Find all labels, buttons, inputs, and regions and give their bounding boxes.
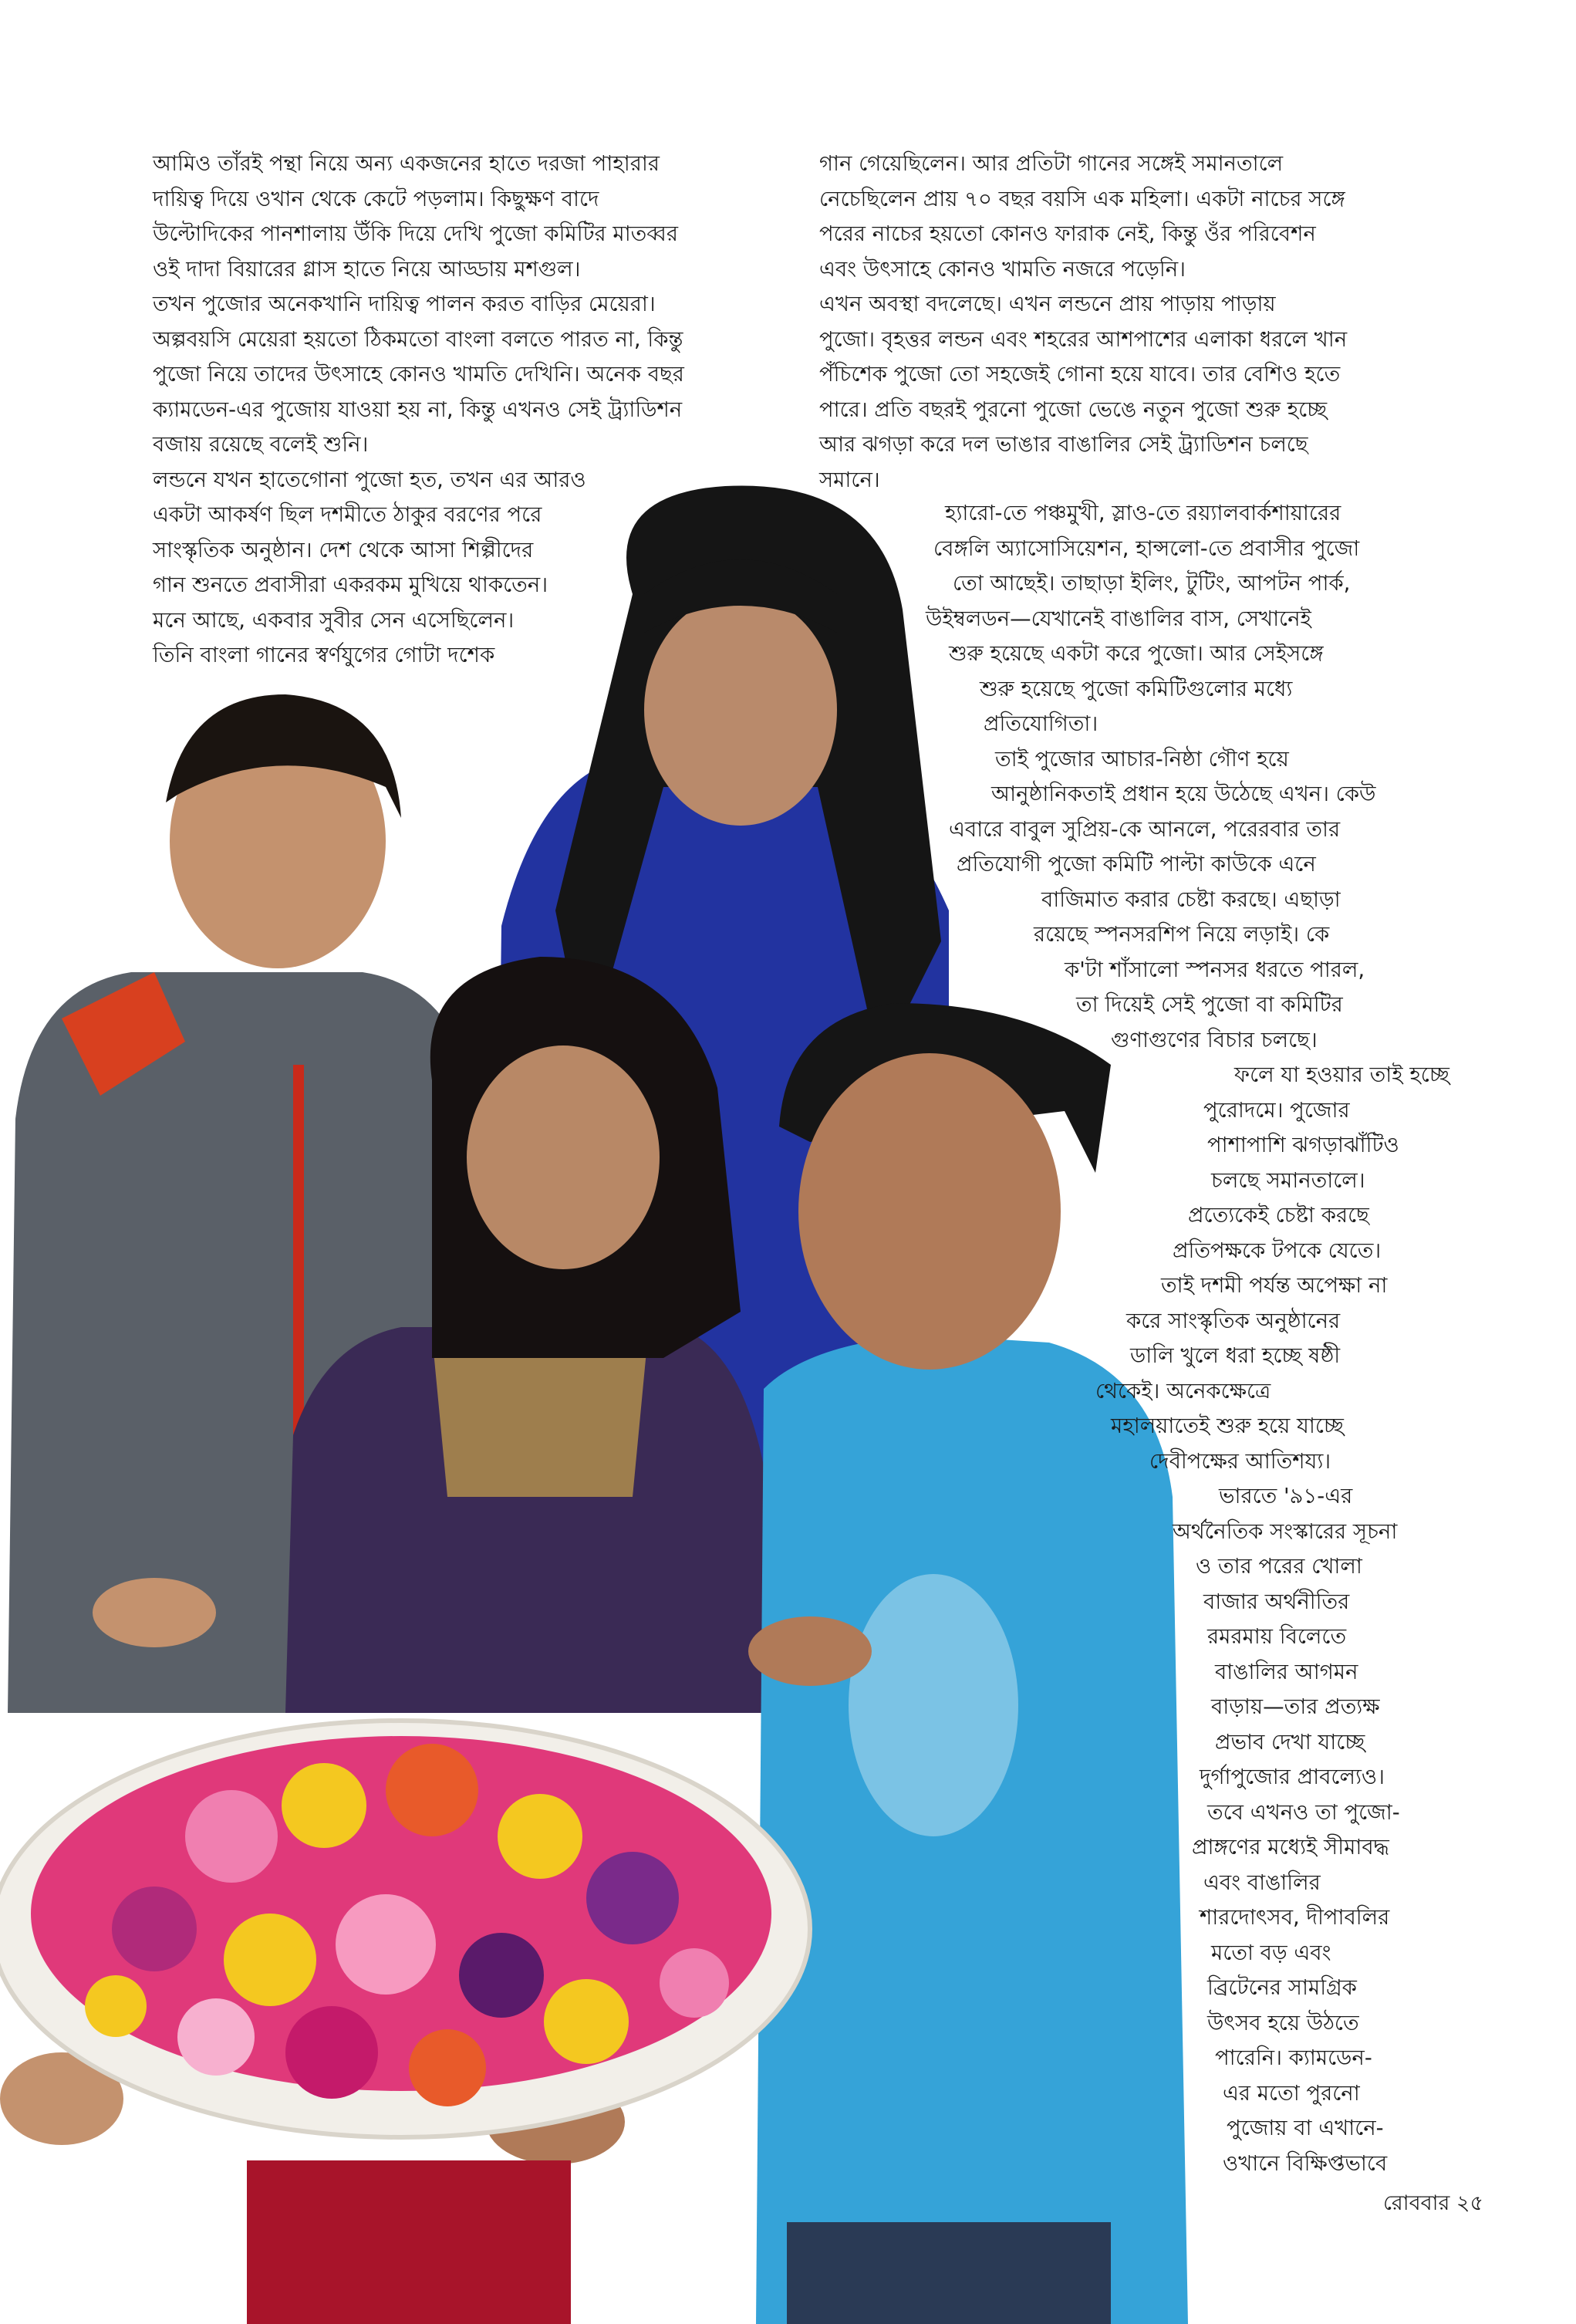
text-line: বাজার অর্থনীতির <box>1203 1589 1350 1614</box>
text-line: ক্যামডেন-এর পুজোয় যাওয়া হয় না, কিন্তু এখনও সেই ট্র্যাডিশন <box>153 397 683 422</box>
text-line: উল্টোদিকের পানশালায় উঁকি দিয়ে দেখি পুজো কমিটির মাতব্বর <box>153 221 679 246</box>
text-line: রমরমায় বিলেতে <box>1207 1624 1347 1649</box>
text-line: সাংস্কৃতিক অনুষ্ঠান। দেশ থেকে আসা শিল্পীদের <box>153 537 534 562</box>
text-line: পাশাপাশি ঝগড়াঝাঁটিও <box>1207 1133 1399 1157</box>
text-line: ডালি খুলে ধরা হচ্ছে ষষ্ঠী <box>1130 1343 1341 1368</box>
text-line: প্রতিযোগী পুজো কমিটি পাল্টা কাউকে এনে <box>957 852 1316 877</box>
text-line: শুরু হয়েছে পুজো কমিটিগুলোর মধ্যে <box>980 676 1293 701</box>
text-line: গান শুনতে প্রবাসীরা একরকম মুখিয়ে থাকতেন। <box>153 573 548 597</box>
text-line: আনুষ্ঠানিকতাই প্রধান হয়ে উঠেছে এখন। কেউ <box>991 782 1376 806</box>
text-line: থেকেই। অনেকক্ষেত্রে <box>1095 1378 1271 1404</box>
page-folio: রোববার ২৫ <box>1382 2191 1483 2215</box>
text-line: পরের নাচের হয়তো কোনও ফারাক নেই, কিন্তু ওঁর পরিবেশন <box>819 221 1316 246</box>
text-line: তিনি বাংলা গানের স্বর্ণযুগের গোটা দশেক <box>153 643 495 667</box>
text-line: পারেনি। ক্যামডেন- <box>1215 2045 1372 2070</box>
text-line: ভারতে '৯১-এর <box>1219 1484 1353 1508</box>
text-line: ওই দাদা বিয়ারের গ্লাস হাতে নিয়ে আড্ডায় মশগুল। <box>153 256 581 282</box>
text-line: বাঙালির আগমন <box>1215 1659 1358 1684</box>
text-line: দুর্গাপুজোর প্রাবল্যেও। <box>1200 1765 1385 1789</box>
text-line: দায়িত্ব দিয়ে ওখান থেকে কেটে পড়লাম। কিছুক্ষণ বাদে <box>153 186 599 211</box>
text-line: বাজিমাত করার চেষ্টা করছে। এছাড়া <box>1041 887 1341 912</box>
right-shaped-text-column <box>0 496 1466 2181</box>
text-line: বাড়ায়—তার প্রত্যক্ষ <box>1211 1694 1380 1719</box>
text-line: মনে আছে, একবার সুবীর সেন এসেছিলেন। <box>153 607 515 633</box>
text-line: আমিও তাঁরই পন্থা নিয়ে অন্য একজনের হাতে দরজা পাহারার <box>153 151 660 176</box>
text-line: করে সাংস্কৃতিক অনুষ্ঠানের <box>1126 1308 1341 1333</box>
text-line: এবারে বাবুল সুপ্রিয়-কে আনলে, পরেরবার তার <box>949 816 1341 842</box>
text-line: হ্যারো-তে পঞ্চমুখী, স্লাও-তে রয়্যালবার্কশায়ারের <box>945 501 1341 525</box>
text-line: সমানে। <box>819 467 880 492</box>
text-line: এর মতো পুরনো <box>1223 2080 1360 2106</box>
text-line: প্রাঙ্গণের মধ্যেই সীমাবদ্ধ <box>1192 1835 1389 1860</box>
text-line: ও তার পরের খোলা <box>1196 1554 1362 1579</box>
text-line: বেঙ্গলি অ্যাসোসিয়েশন, হান্সলো-তে প্রবাসীর পুজো <box>933 535 1360 561</box>
text-line: উইম্বলডন—যেখানেই বাঙালির বাস, সেখানেই <box>926 606 1311 631</box>
text-line: গান গেয়েছিলেন। আর প্রতিটা গানের সঙ্গেই সমানতালে <box>819 151 1284 176</box>
text-line: শুরু হয়েছে একটা করে পুজো। আর সেইসঙ্গে <box>949 641 1324 666</box>
text-line: তাই দশমী পর্যন্ত অপেক্ষা না <box>1161 1273 1388 1298</box>
text-line: নেচেছিলেন প্রায় ৭০ বছর বয়সি এক মহিলা। একটা নাচের সঙ্গে <box>819 186 1345 211</box>
text-line: ফলে যা হওয়ার তাই হচ্ছে <box>1234 1062 1449 1087</box>
text-line: এবং বাঙালির <box>1203 1870 1321 1895</box>
text-line: পারে। প্রতি বছরই পুরনো পুজো ভেঙে নতুন পুজো শুরু হচ্ছে <box>819 397 1328 422</box>
text-line: চলছে সমানতালে। <box>1211 1167 1365 1193</box>
text-line: তাই পুজোর আচার-নিষ্ঠা গৌণ হয়ে <box>995 746 1289 772</box>
text-line: তো আছেই। তাছাড়া ইলিং, টুটিং, আপটন পার্ক, <box>953 571 1351 596</box>
text-line: দেবীপক্ষের আতিশয্য। <box>1149 1448 1331 1474</box>
text-line: অর্থনৈতিক সংস্কারের সূচনা <box>1173 1518 1398 1544</box>
text-line: তখন পুজোর অনেকখানি দায়িত্ব পালন করত বাড়ির মেয়েরা। <box>153 292 656 316</box>
text-line: মহালয়াতেই শুরু হয়ে যাচ্ছে <box>1111 1414 1344 1438</box>
text-line: পুরোদমে। পুজোর <box>1203 1097 1350 1123</box>
text-line: প্রতিযোগিতা। <box>984 711 1098 736</box>
text-line: লন্ডনে যখন হাতেগোনা পুজো হত, তখন এর আরও <box>153 467 586 492</box>
text-line: এবং উৎসাহে কোনও খামতি নজরে পড়েনি। <box>819 256 1186 282</box>
text-line: রয়েছে স্পনসরশিপ নিয়ে লড়াই। কে <box>1034 922 1330 947</box>
text-line: অল্পবয়সি মেয়েরা হয়তো ঠিকমতো বাংলা বলতে পারত না, কিন্তু <box>153 326 683 352</box>
text-line: গুণাগুণের বিচার চলছে। <box>1111 1027 1318 1052</box>
text-line: প্রভাব দেখা যাচ্ছে <box>1215 1729 1365 1755</box>
text-line: ব্রিটেনের সামগ্রিক <box>1207 1975 1357 2000</box>
text-line: পুজো নিয়ে তাদের উৎসাহে কোনও খামতি দেখিনি। অনেক বছর <box>153 362 684 387</box>
text-line: ওখানে বিক্ষিপ্তভাবে <box>1223 2150 1388 2176</box>
text-line: প্রতিপক্ষকে টপকে যেতে। <box>1173 1238 1382 1263</box>
text-line: ক'টা শাঁসালো স্পনসর ধরতে পারল, <box>1065 957 1365 982</box>
text-line: পুজোয় বা এখানে- <box>1227 2116 1384 2140</box>
right-text-column <box>819 147 1347 498</box>
text-line: আর ঝগড়া করে দল ভাঙার বাঙালির সেই ট্র্যাডিশন চলছে <box>819 432 1308 457</box>
text-line: এখন অবস্থা বদলেছে। এখন লন্ডনে প্রায় পাড়ায় পাড়ায় <box>819 292 1276 316</box>
text-line: তবে এখনও তা পুজো- <box>1207 1799 1400 1825</box>
text-line: পঁচিশেক পুজো তো সহজেই গোনা হয়ে যাবে। তার বেশিও হতে <box>819 362 1341 387</box>
text-line: প্রত্যেকেই চেষ্টা করছে <box>1188 1203 1369 1228</box>
text-line: বজায় রয়েছে বলেই শুনি। <box>153 432 369 457</box>
text-line: শারদোৎসব, দীপাবলির <box>1200 1905 1390 1930</box>
text-line: তা দিয়েই সেই পুজো বা কমিটির <box>1076 992 1343 1017</box>
text-line: উৎসব হয়ে উঠতে <box>1207 2010 1359 2035</box>
text-line: পুজো। বৃহত্তর লন্ডন এবং শহরের আশপাশের এলাকা ধরলে খান <box>819 326 1348 352</box>
text-line: মতো বড় এবং <box>1211 1940 1331 1965</box>
text-line: একটা আকর্ষণ ছিল দশমীতে ঠাকুর বরণের পরে <box>153 502 542 527</box>
